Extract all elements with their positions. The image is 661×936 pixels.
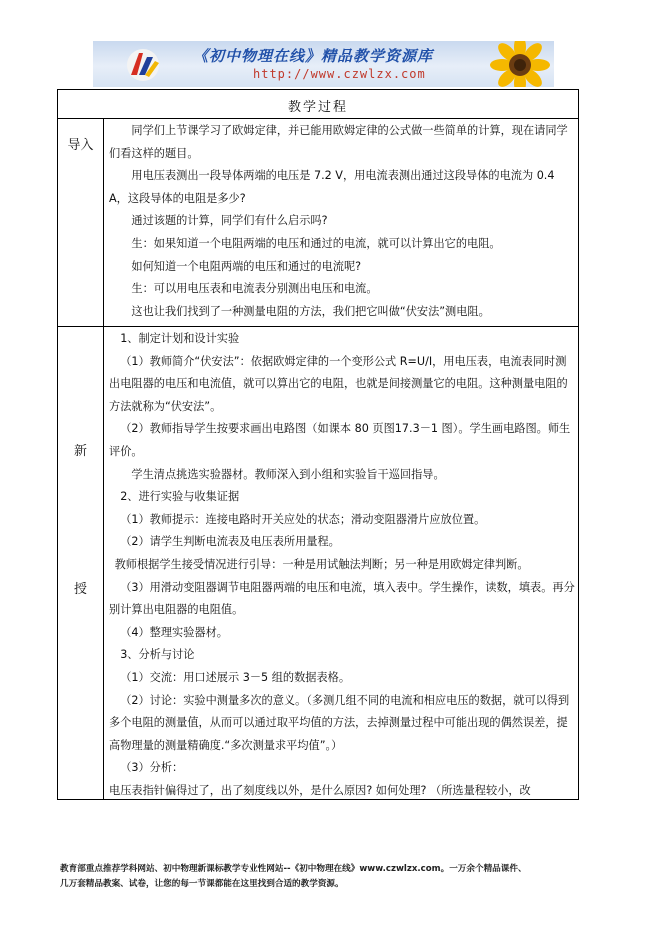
header-banner <box>93 41 554 87</box>
footer-line: 几万套精品教案、试卷，让您的每一节课都能在这里找到合适的教学资源。 <box>60 879 344 889</box>
step-heading: 3、分析与讨论 <box>120 648 195 662</box>
footer-line: 教育部重点推荐学科网站、初中物理新课标教学专业性网站--《初中物理在线》www.czwlzx.com。一万余个精品课件、 <box>60 864 527 874</box>
step-heading: 2、进行实验与收集证据 <box>120 490 240 504</box>
section-divider <box>58 326 578 327</box>
lesson-paragraph: （2）讨论：实验中测量多次的意义。（多测几组不同的电流和相应电压的数据，就可以得到多个电阻的测量值，从而可以通过取平均值的方法，去掉测量过程中可能出现的偶然误差，提高物理量的测量精确度.“多次测量求平均值”。） <box>109 693 570 752</box>
intro-content <box>109 120 575 323</box>
lesson-paragraph: （3）分析： <box>120 761 184 775</box>
lesson-table <box>57 89 579 800</box>
lesson-paragraph: 教师根据学生接受情况进行引导：一种是用试触法判断；另一种是用欧姆定律判断。 <box>114 557 529 571</box>
section-label-new-bottom: 授 <box>73 582 87 597</box>
lesson-paragraph: （2）请学生判断电流表及电压表所用量程。 <box>120 535 340 549</box>
lesson-paragraph: （1）教师简介“伏安法”：依据欧姆定律的一个变形公式 R=U/I，用电压表，电流表同时测出电阻器的电压和电流值，就可以算出它的电阻，也就是间接测量它的电阻。这种测量电阻的方法就称为“伏安法”。 <box>109 354 568 413</box>
lesson-paragraph: 电压表指针偏得过了，出了刻度线以外，是什么原因? 如何处理? （所选量程较小，改 <box>109 783 531 797</box>
lesson-paragraph: （1）教师提示：连接电路时开关应处的状态；滑动变阻器滑片应放位置。 <box>120 512 486 526</box>
lesson-paragraph: 学生清点挑选实验器材。教师深入到小组和实验旨干巡回指导。 <box>131 467 445 481</box>
intro-paragraph: 通过该题的计算，同学们有什么启示吗? <box>131 214 328 228</box>
lesson-paragraph: （4）整理实验器材。 <box>120 625 228 639</box>
column-divider <box>103 118 104 799</box>
intro-paragraph: 生：可以用电压表和电流表分别测出电压和电流。 <box>131 282 378 296</box>
page-footer <box>60 862 605 892</box>
intro-paragraph: 这也让我们找到了一种测量电阻的方法，我们把它叫做“伏安法”测电阻。 <box>131 304 490 318</box>
intro-paragraph: 同学们上节课学习了欧姆定律，并已能用欧姆定律的公式做一些简单的计算，现在请同学们看这样的题目。 <box>109 124 568 160</box>
intro-paragraph: 用电压表测出一段导体两端的电压是 7.2 V，用电流表测出通过这段导体的电流为 0.4 A，这段导体的电阻是多少? <box>109 169 555 205</box>
section-label-intro: 导入 <box>67 138 94 153</box>
intro-paragraph: 如何知道一个电阻两端的电压和通过的电流呢? <box>131 259 362 273</box>
lesson-paragraph: （1）交流：用口述展示 3－5 组的数据表格。 <box>120 670 351 684</box>
table-heading: 教学过程 <box>287 100 348 115</box>
new-lesson-content <box>109 328 575 802</box>
lesson-paragraph: （2）教师指导学生按要求画出电路图（如课本 80 页图17.3－1 图）。学生画电路图。师生评价。 <box>109 422 571 458</box>
intro-paragraph: 生：如果知道一个电阻两端的电压和通过的电流，就可以计算出它的电阻。 <box>131 236 501 250</box>
sunflower-icon <box>480 41 550 87</box>
banner-url[interactable]: http://www.czwlzx.com <box>253 67 426 81</box>
site-logo-icon <box>125 47 161 83</box>
lesson-paragraph: （3）用滑动变阻器调节电阻器两端的电压和电流，填入表中。学生操作，读数，填表。再分别计算出电阻器的电阻值。 <box>109 580 575 617</box>
step-heading: 1、制定计划和设计实验 <box>120 332 240 345</box>
heading-divider <box>58 118 578 119</box>
section-label-new-top: 新 <box>73 444 87 459</box>
banner-title: 《初中物理在线》精品教学资源库 <box>193 47 434 65</box>
